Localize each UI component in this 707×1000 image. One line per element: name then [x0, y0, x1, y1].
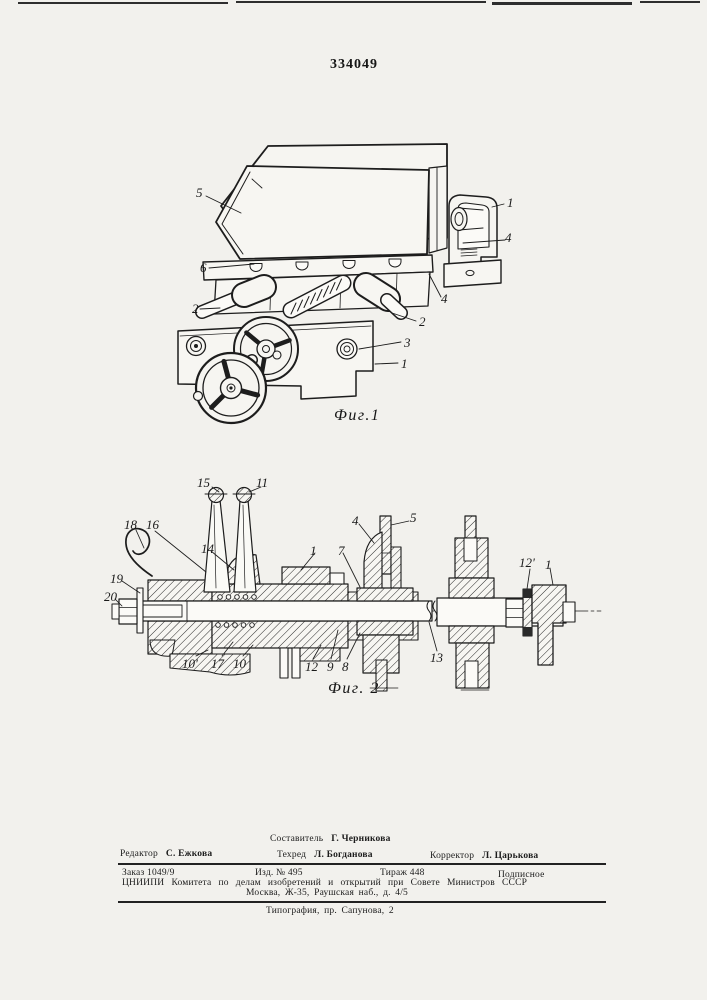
colophon-compiler [270, 834, 391, 844]
issue-number: Изд. № 495 [255, 868, 303, 878]
fig2-callout: 1 [310, 543, 317, 558]
scan-edge-artifact [640, 1, 700, 3]
colophon-divider-bottom [118, 901, 606, 903]
colophon-techred [277, 850, 373, 860]
fig2-callout: 12' [519, 555, 535, 570]
compiler-name: Г. Черникова [331, 834, 391, 844]
compiler-label: Составитель [270, 834, 324, 844]
subscription-note: Подписное [498, 870, 545, 880]
fig1-callout: 6 [200, 260, 207, 275]
fig2-callout: 9 [327, 659, 334, 674]
colophon-divider-top [118, 863, 606, 865]
techred-label: Техред [277, 850, 307, 860]
fig2-caption: Фиг. 2 [328, 680, 380, 697]
colophon-editor [120, 849, 212, 859]
fig2-callout: 19 [110, 571, 123, 586]
fig1-callout: 5 [196, 185, 203, 200]
organization-line: ЦНИИПИ Комитета по делам изобретений и открытий при Совете Министров СССР [122, 878, 528, 888]
editor-name: С. Ежкова [165, 849, 213, 859]
fig2-callout: 7 [338, 543, 345, 558]
fig1-caption: Фиг.1 [334, 407, 381, 424]
fig1-callout: 1 [507, 195, 514, 210]
fig2-callout: 18 [124, 517, 137, 532]
colophon-corrector [430, 851, 538, 861]
fig2-callout: 10' [182, 656, 198, 671]
fig2-callout: 8 [342, 659, 349, 674]
printer-line: Типография, пр. Сапунова, 2 [266, 906, 394, 916]
fig1-callout: 2 [419, 314, 426, 329]
techred-name: Л. Богданова [314, 850, 373, 860]
figure-1-drawing [175, 125, 535, 430]
fig2-callout: 5 [410, 510, 417, 525]
fig2-callout: 10 [233, 656, 246, 671]
fig1-callout: 3 [404, 335, 411, 350]
fig2-callout: 13 [430, 650, 443, 665]
address-line: Москва, Ж-35, Раушская наб., д. 4/5 [246, 888, 408, 898]
corrector-name: Л. Царькова [482, 851, 539, 861]
scan-edge-artifact [492, 2, 632, 5]
scan-edge-artifact [18, 2, 228, 4]
figure-2-drawing [100, 465, 610, 710]
fig2-callout: 14 [201, 541, 214, 556]
patent-number: 334049 [330, 57, 378, 72]
fig1-callout: 1 [401, 356, 408, 371]
fig1-callout: 4 [441, 291, 448, 306]
fig2-callout: 12 [305, 659, 318, 674]
fig2-callout: 20 [104, 589, 117, 604]
scan-edge-artifact [236, 1, 486, 3]
fig1-callout: 4 [505, 230, 512, 245]
fig2-callout: 4 [352, 513, 359, 528]
fig1-callout: 2 [192, 301, 199, 316]
fig2-callout: 1 [545, 557, 552, 572]
fig2-callout: 15 [197, 475, 210, 490]
editor-label: Редактор [120, 849, 158, 859]
fig2-callout: 17 [211, 656, 224, 671]
fig2-callout: 11 [256, 475, 269, 490]
corrector-label: Корректор [430, 851, 475, 861]
circulation: Тираж 448 [380, 868, 425, 878]
fig2-callout: 16 [146, 517, 159, 532]
order-number: Заказ 1049/9 [122, 868, 175, 878]
